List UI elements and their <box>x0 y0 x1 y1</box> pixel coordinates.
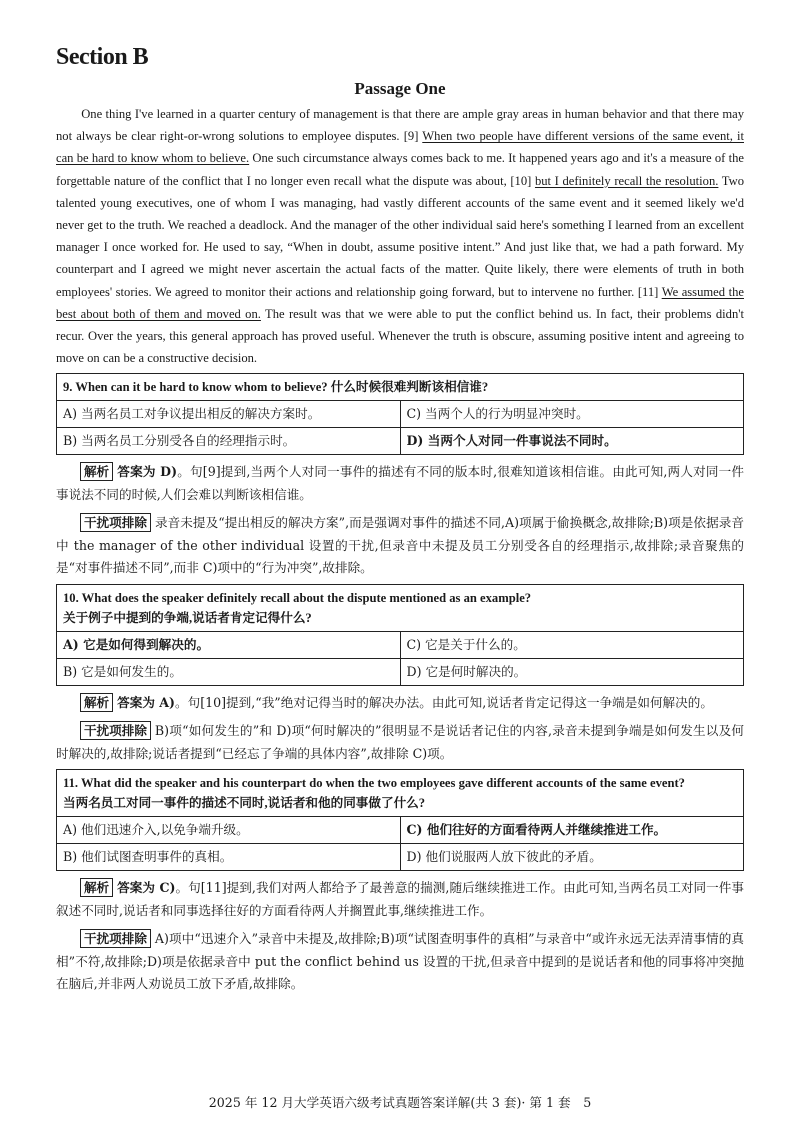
option-9d: D) 当两个人对同一件事说法不同时。 <box>400 428 744 455</box>
option-10a: A) 它是如何得到解决的。 <box>57 631 401 658</box>
marker-11: [11] <box>637 284 662 299</box>
analysis-9: 解析 答案为 D)。句[9]提到,当两个人对同一事件的描述有不同的版本时,很难知道该相信谁。由此可知,两人对同一件事说法不同的时候,人们会难以判断该相信谁。 <box>56 464 744 502</box>
analysis-tag: 解析 <box>80 878 113 897</box>
distractor-11: 干扰项排除 A)项中“迅速介入”录音中未提及,故排除;B)项“试图查明事件的真相”与录音中“或许永远无法弄清事情的真相”不符,故排除;D)项是依据录音中 put the conflict behind us 设置的干扰,但录音中提到的是说话者和他的同事将冲突抛在脑后,并非两人劝说员工放下矛盾,故排除。 <box>56 931 744 992</box>
question-9-text: 9. When can it be hard to know whom to believe? 什么时候很难判断该相信谁? <box>57 374 744 401</box>
analysis-11: 解析 答案为 C)。句[11]提到,我们对两人都给予了最善意的揣测,随后继续推进工作。由此可知,当两名员工对同一件事叙述不同时,说话者和同事选择往好的方面看待两人并搁置此事,继续推进工作。 <box>56 880 744 918</box>
option-9c: C) 当两个人的行为明显冲突时。 <box>400 401 744 428</box>
option-10d: D) 它是何时解决的。 <box>400 658 744 685</box>
question-11-text: 11. What did the speaker and his counterpart do when the two employees gave different accounts of the same event? 当两名员工对同一事件的描述不同时,说话者和他的同事做了什么? <box>57 770 744 817</box>
underlined-sentence-11: We assumed the best about both of them and moved on. <box>56 284 744 321</box>
answer-9: 答案为 D) <box>117 464 178 480</box>
analysis-tag: 解析 <box>80 693 113 712</box>
page-footer: 2025 年 12 月大学英语六级考试真题答案详解(共 3 套)· 第 1 套 5 <box>208 1095 592 1110</box>
option-11c: C) 他们往好的方面看待两人并继续推进工作。 <box>400 817 744 844</box>
section-title: Section B <box>56 44 149 70</box>
question-11-table <box>56 769 744 871</box>
marker-9: [9] <box>403 129 423 144</box>
option-10c: C) 它是关于什么的。 <box>400 631 744 658</box>
answer-11: 答案为 C) <box>117 880 176 896</box>
distractor-10: 干扰项排除 B)项“如何发生的”和 D)项“何时解决的”很明显不是说话者记住的内容,录音未提到争端是如何发生以及何时解决的,故排除;说话者提到“已经忘了争端的具体内容”,故排除 C)项。 <box>56 723 744 761</box>
distractor-9: 干扰项排除 录音未提及“提出相反的解决方案”,而是强调对事件的描述不同,A)项属于偷换概念,故排除;B)项是依据录音中 the manager of the other individual 设置的干扰,但录音中未提及员工分别受各自的经理指示,故排除;录音聚焦的是“对事件描述不同”,而非 C)项中的“行为冲突”,故排除。 <box>56 515 744 576</box>
question-10-text: 10. What does the speaker definitely recall about the dispute mentioned as an example? 关于例子中提到的争端,说话者肯定记得什么? <box>57 584 744 631</box>
option-10b: B) 它是如何发生的。 <box>57 658 401 685</box>
page <box>56 44 744 1000</box>
underlined-sentence-9: When two people have different versions of the same event, it can be hard to know whom to believe. <box>56 129 744 166</box>
distractor-tag: 干扰项排除 <box>80 513 151 532</box>
passage-text: One thing I've learned in a quarter century of management is that there are ample gray areas in human behavior and that there may not always be clear right-or-wrong solutions to employee disputes. [9] When two people have different versions of the same event, it can be hard to know whom to believe. One such circumstance always comes back to me. It happened years ago and it's a measure of the forgettable nature of the conflict that I no longer even recall what the dispute was about, [10] but I definitely recall the resolution. Two talented young executives, one of whom I was managing, had vastly different accounts of the same event and it seemed likely we'd never get to the truth. We reached a deadlock. And the manager of the other individual said here's something I learned from an excellent manager I once worked for. He used to say, “When in doubt, assume positive intent.” And just like that, we had a path forward. My counterpart and I agreed we might never ascertain the actual facts of the matter. Quite likely, there were elements of truth in both employees' stories. We agreed to monitor their actions and relationship going forward, but to intervene no further. [11] We assumed the best about both of them and moved on. The result was that we were able to put the conflict behind us. In fact, their problems didn't recur. Over the years, this general approach has proved useful. Whenever the truth is obscure, assuming positive intent and agreeing to move on can be a constructive decision. <box>56 107 745 366</box>
option-11d: D) 他们说服两人放下彼此的矛盾。 <box>400 844 744 871</box>
option-9b: B) 当两名员工分别受各自的经理指示时。 <box>57 428 401 455</box>
option-9a: A) 当两名员工对争议提出相反的解决方案时。 <box>57 401 401 428</box>
passage-title: Passage One <box>354 79 446 98</box>
question-10-table <box>56 584 744 686</box>
option-11a: A) 他们迅速介入,以免争端升级。 <box>57 817 401 844</box>
answer-10: 答案为 A) <box>117 694 176 710</box>
option-11b: B) 他们试图查明事件的真相。 <box>57 844 401 871</box>
distractor-tag: 干扰项排除 <box>80 721 151 740</box>
distractor-tag: 干扰项排除 <box>80 929 151 948</box>
analysis-tag: 解析 <box>80 462 113 481</box>
analysis-10: 解析 答案为 A)。句[10]提到,“我”绝对记得当时的解决办法。由此可知,说话者肯定记得这一争端是如何解决的。 <box>56 692 744 715</box>
marker-10: [10] <box>510 173 535 188</box>
question-9-table <box>56 373 744 455</box>
underlined-sentence-10: but I definitely recall the resolution. <box>534 173 719 188</box>
